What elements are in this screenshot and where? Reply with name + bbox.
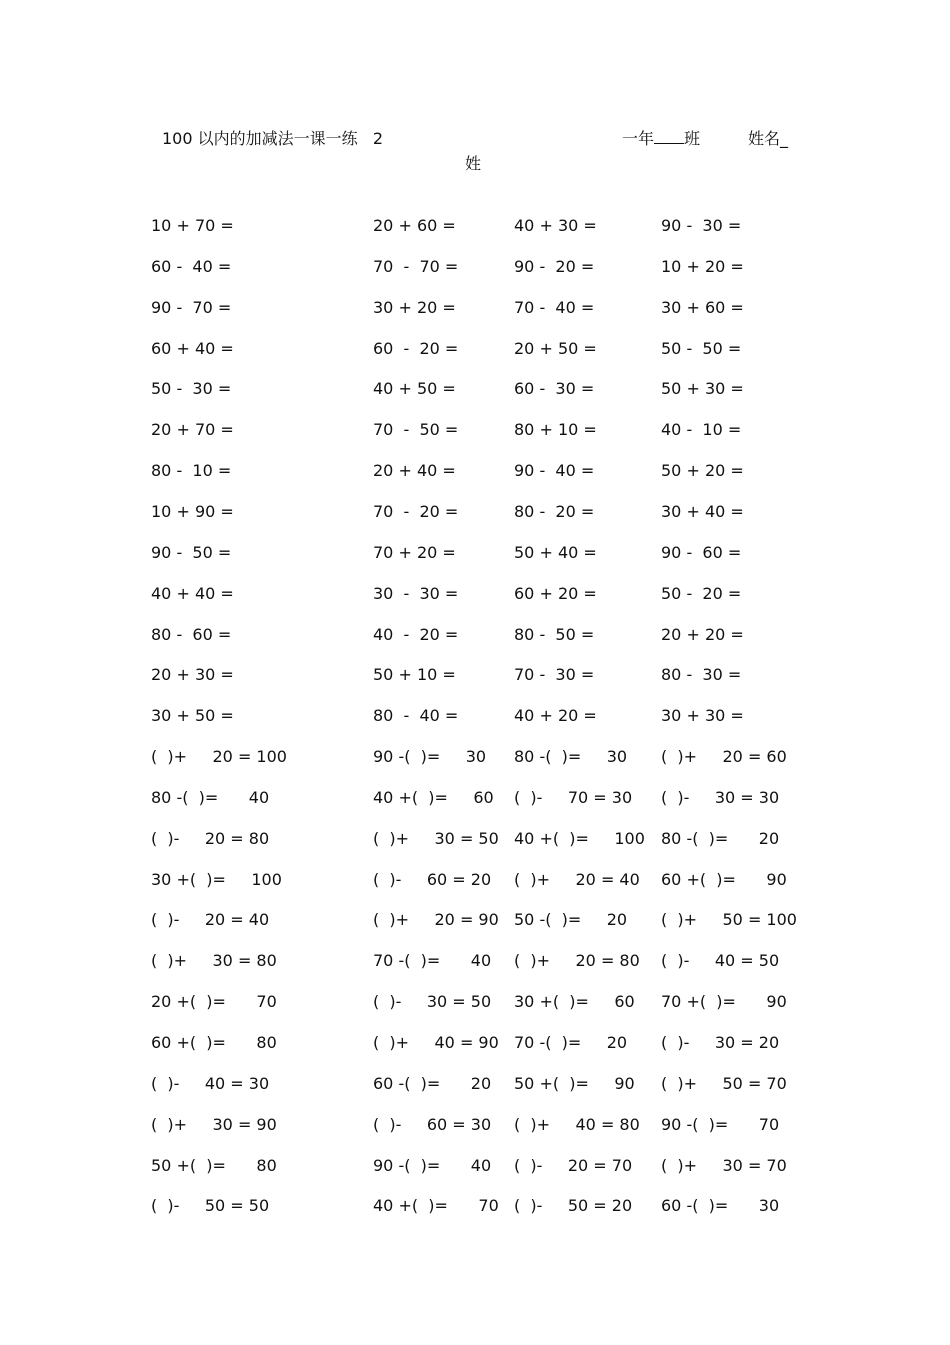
problem-item: 80 + 10 = (514, 420, 597, 439)
problem-row (0, 625, 950, 649)
problem-item: 20 + 20 = (661, 625, 744, 644)
problem-item: 90 - 50 = (151, 543, 232, 562)
problem-item: 60 - 20 = (373, 339, 459, 358)
problem-item: ( )- 20 = 80 (151, 829, 270, 848)
problem-item: ( )- 20 = 40 (151, 910, 270, 929)
problem-item: 40 + 50 = (373, 379, 456, 398)
problem-item: 10 + 20 = (661, 257, 744, 276)
problem-row (0, 339, 950, 363)
problem-item: 90 - 40 = (514, 461, 595, 480)
problem-item: 90 -( )= 70 (661, 1115, 780, 1134)
name-label-wrap: 姓 (465, 154, 482, 173)
problem-item: 90 -( )= 40 (373, 1156, 492, 1175)
problem-item: ( )+ 30 = 90 (151, 1115, 277, 1134)
problem-item: ( )- 50 = 20 (514, 1196, 633, 1215)
problem-item: ( )- 20 = 70 (514, 1156, 633, 1175)
problem-item: 80 -( )= 30 (514, 747, 628, 766)
problem-item: 50 -( )= 20 (514, 910, 628, 929)
problem-item: ( )- 30 = 20 (661, 1033, 780, 1052)
problem-item: 60 + 40 = (151, 339, 234, 358)
problem-item: 70 +( )= 90 (661, 992, 787, 1011)
problem-row (0, 1156, 950, 1180)
problem-item: 90 - 60 = (661, 543, 742, 562)
problem-item: 30 + 30 = (661, 706, 744, 725)
problem-item: ( )+ 40 = 90 (373, 1033, 499, 1052)
problem-item: 50 + 20 = (661, 461, 744, 480)
problem-row (0, 216, 950, 240)
problem-item: 80 - 20 = (514, 502, 595, 521)
problem-item: 80 -( )= 40 (151, 788, 270, 807)
problem-item: 40 - 10 = (661, 420, 742, 439)
problem-item: 90 -( )= 30 (373, 747, 487, 766)
problem-item: 20 +( )= 70 (151, 992, 277, 1011)
problem-item: ( )- 60 = 20 (373, 870, 492, 889)
problem-row (0, 1074, 950, 1098)
problem-item: 60 +( )= 80 (151, 1033, 277, 1052)
problem-item: 70 - 40 = (514, 298, 595, 317)
problem-item: ( )- 40 = 30 (151, 1074, 270, 1093)
problem-item: 60 - 40 = (151, 257, 232, 276)
problem-item: 50 - 20 = (661, 584, 742, 603)
problem-item: 90 - 70 = (151, 298, 232, 317)
problem-row (0, 420, 950, 444)
problem-item: ( )+ 50 = 70 (661, 1074, 787, 1093)
problem-item: 20 + 70 = (151, 420, 234, 439)
problem-item: 60 - 30 = (514, 379, 595, 398)
problem-item: 40 +( )= 60 (373, 788, 494, 807)
problem-row (0, 829, 950, 853)
problem-item: 50 +( )= 90 (514, 1074, 635, 1093)
problem-item: 50 + 30 = (661, 379, 744, 398)
problem-item: 30 +( )= 100 (151, 870, 282, 889)
problem-item: 30 + 50 = (151, 706, 234, 725)
problem-item: 80 - 40 = (373, 706, 459, 725)
problem-item: ( )- 40 = 50 (661, 951, 780, 970)
problem-item: ( )+ 50 = 100 (661, 910, 797, 929)
problem-row (0, 584, 950, 608)
problem-item: 40 + 20 = (514, 706, 597, 725)
class-blank[interactable] (654, 129, 684, 144)
problem-item: ( )- 60 = 30 (373, 1115, 492, 1134)
problem-row (0, 379, 950, 403)
problem-item: 40 + 40 = (151, 584, 234, 603)
problem-row (0, 298, 950, 322)
problem-item: ( )+ 20 = 90 (373, 910, 499, 929)
problem-item: ( )+ 40 = 80 (514, 1115, 640, 1134)
problem-item: 70 -( )= 20 (514, 1033, 628, 1052)
name-label: 姓名_ (748, 129, 789, 148)
problem-item: 30 +( )= 60 (514, 992, 635, 1011)
problem-row (0, 870, 950, 894)
problem-row (0, 665, 950, 689)
problem-row (0, 788, 950, 812)
problem-row (0, 461, 950, 485)
problem-row (0, 1115, 950, 1139)
problem-item: 70 - 20 = (373, 502, 459, 521)
problem-item: 50 + 10 = (373, 665, 456, 684)
problem-item: ( )+ 20 = 40 (514, 870, 640, 889)
problem-item: 80 - 60 = (151, 625, 232, 644)
problem-item: 50 - 30 = (151, 379, 232, 398)
problem-item: 50 +( )= 80 (151, 1156, 277, 1175)
problem-item: 40 +( )= 100 (514, 829, 645, 848)
problem-item: ( )+ 30 = 80 (151, 951, 277, 970)
problem-item: 90 - 30 = (661, 216, 742, 235)
problem-item: 30 + 40 = (661, 502, 744, 521)
problem-item: ( )+ 30 = 50 (373, 829, 499, 848)
problem-item: 30 - 30 = (373, 584, 459, 603)
problem-item: ( )+ 20 = 80 (514, 951, 640, 970)
problem-item: 10 + 90 = (151, 502, 234, 521)
problem-item: 60 -( )= 20 (373, 1074, 492, 1093)
problem-row (0, 257, 950, 281)
problem-item: 20 + 40 = (373, 461, 456, 480)
class-prefix: 一年 (622, 129, 655, 148)
problem-item: 60 + 20 = (514, 584, 597, 603)
problem-item: 60 -( )= 30 (661, 1196, 780, 1215)
class-field (622, 126, 700, 149)
problem-item: 40 +( )= 70 (373, 1196, 499, 1215)
problem-row (0, 992, 950, 1016)
problem-item: 40 + 30 = (514, 216, 597, 235)
problem-row (0, 951, 950, 975)
problem-item: 20 + 50 = (514, 339, 597, 358)
problem-row (0, 1196, 950, 1220)
problem-item: 80 - 50 = (514, 625, 595, 644)
problem-item: 30 + 20 = (373, 298, 456, 317)
problem-row (0, 910, 950, 934)
problem-item: 70 - 70 = (373, 257, 459, 276)
problem-item: ( )- 30 = 30 (661, 788, 780, 807)
problem-item: 70 + 20 = (373, 543, 456, 562)
problem-item: 20 + 30 = (151, 665, 234, 684)
problem-item: 70 - 50 = (373, 420, 459, 439)
problem-item: ( )- 70 = 30 (514, 788, 633, 807)
class-suffix: 班 (684, 129, 701, 148)
problem-item: 50 - 50 = (661, 339, 742, 358)
problem-item: ( )+ 30 = 70 (661, 1156, 787, 1175)
problem-item: ( )+ 20 = 100 (151, 747, 287, 766)
problem-item: 50 + 40 = (514, 543, 597, 562)
problem-item: 80 - 10 = (151, 461, 232, 480)
problem-row (0, 706, 950, 730)
problem-item: 90 - 20 = (514, 257, 595, 276)
problem-item: 70 -( )= 40 (373, 951, 492, 970)
problem-item: ( )+ 20 = 60 (661, 747, 787, 766)
problem-row (0, 1033, 950, 1057)
problem-row (0, 502, 950, 526)
problem-row (0, 747, 950, 771)
problem-item: 40 - 20 = (373, 625, 459, 644)
problem-item: 80 - 30 = (661, 665, 742, 684)
problem-item: 30 + 60 = (661, 298, 744, 317)
problem-item: 80 -( )= 20 (661, 829, 780, 848)
problem-item: 20 + 60 = (373, 216, 456, 235)
problem-row (0, 543, 950, 567)
problem-item: 10 + 70 = (151, 216, 234, 235)
problem-item: ( )- 50 = 50 (151, 1196, 270, 1215)
problem-item: ( )- 30 = 50 (373, 992, 492, 1011)
problem-item: 60 +( )= 90 (661, 870, 787, 889)
worksheet-title: 100 以内的加减法一课一练 2 (162, 129, 384, 148)
problem-item: 70 - 30 = (514, 665, 595, 684)
